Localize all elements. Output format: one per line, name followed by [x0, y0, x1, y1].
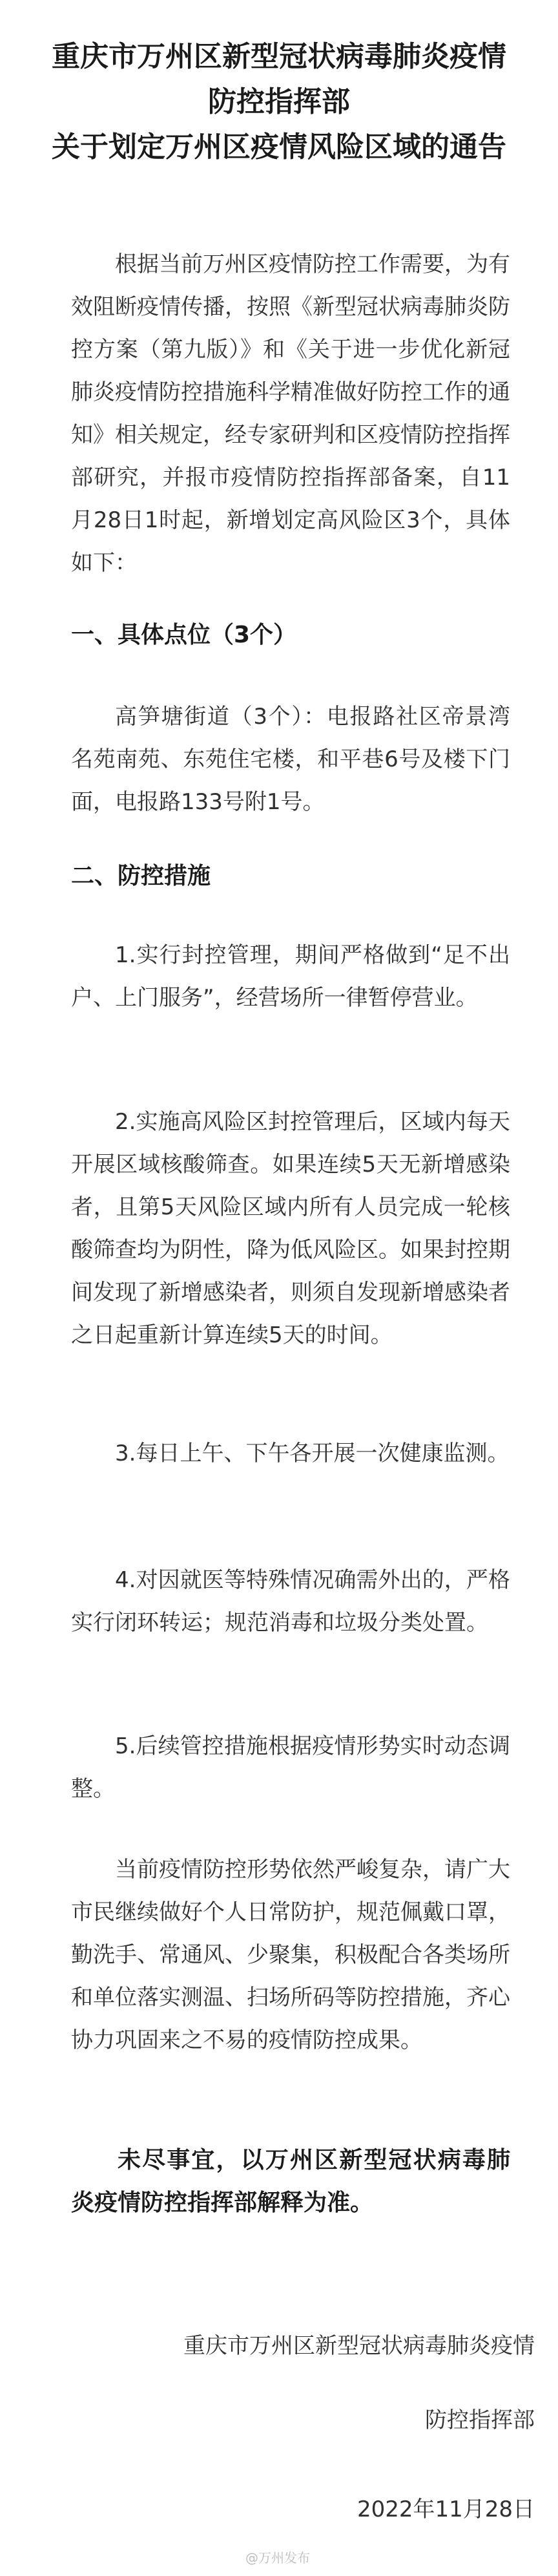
measure-item-2: 2.实施高风险区封控管理后，区域内每天开展区域核酸筛查。如果连续5天无新增感染者，且第5天风险区域内所有人员完成一轮核酸筛查均为阴性，降为低风险区。如果封控期间发现了新增感染者，则须自发现新增感染者之日起重新计算连续5天的时间。	[71, 1109, 510, 1348]
measure-item-3: 3.每日上午、下午各开展一次健康监测。	[115, 1441, 510, 1466]
final-note: 未尽事宜，以万州区新型冠状病毒肺炎疫情防控指挥部解释为准。	[71, 2147, 510, 2216]
measure-item-4: 4.对因就医等特殊情况确需外出的，严格实行闭环转运；规范消毒和垃圾分类处置。	[71, 1567, 510, 1636]
section-1-content: 高笋塘街道（3个）：电报路社区帝景湾名苑南苑、东苑住宅楼，和平巷6号及楼下门面，电报路133号附1号。	[71, 704, 510, 815]
section-2-heading: 二、防控措施	[71, 863, 211, 889]
weibo-watermark: @万州发布	[245, 2550, 310, 2566]
section-1-heading: 一、具体点位（3个）	[71, 622, 297, 648]
title-line-2: 防控指挥部	[208, 85, 350, 118]
signature-date: 2022年11月28日	[356, 2497, 535, 2522]
closing-paragraph: 当前疫情防控形势依然严峻复杂，请广大市民继续做好个人日常防护，规范佩戴口罩，勤洗手、常通风、少聚集，积极配合各类场所和单位落实测温、扫场所码等防控措施，齐心协力巩固来之不易的疫情防控成果。	[71, 1857, 510, 2053]
signature-org-line-1: 重庆市万州区新型冠状病毒肺炎疫情	[183, 2333, 535, 2359]
title-line-3: 关于划定万州区疫情风险区域的通告	[52, 131, 506, 164]
intro-paragraph: 根据当前万州区疫情防控工作需要，为有效阻断疫情传播，按照《新型冠状病毒肺炎防控方案（第九版）》和《关于进一步优化新冠肺炎疫情防控措施科学精准做好防控工作的通知》相关规定，经专家研判和区疫情防控指挥部研究，并报市疫情防控指挥部备案，自11月28日1时起，新增划定高风险区3个，具体如下：	[71, 251, 510, 576]
measure-item-1: 1.实行封控管理，期间严格做到“足不出户、上门服务”，经营场所一律暂停营业。	[71, 942, 510, 1011]
measure-item-5: 5.后续管控措施根据疫情形势实时动态调整。	[71, 1733, 510, 1802]
title-line-1: 重庆市万州区新型冠状病毒肺炎疫情	[52, 40, 506, 73]
signature-org-line-2: 防控指挥部	[425, 2407, 535, 2433]
